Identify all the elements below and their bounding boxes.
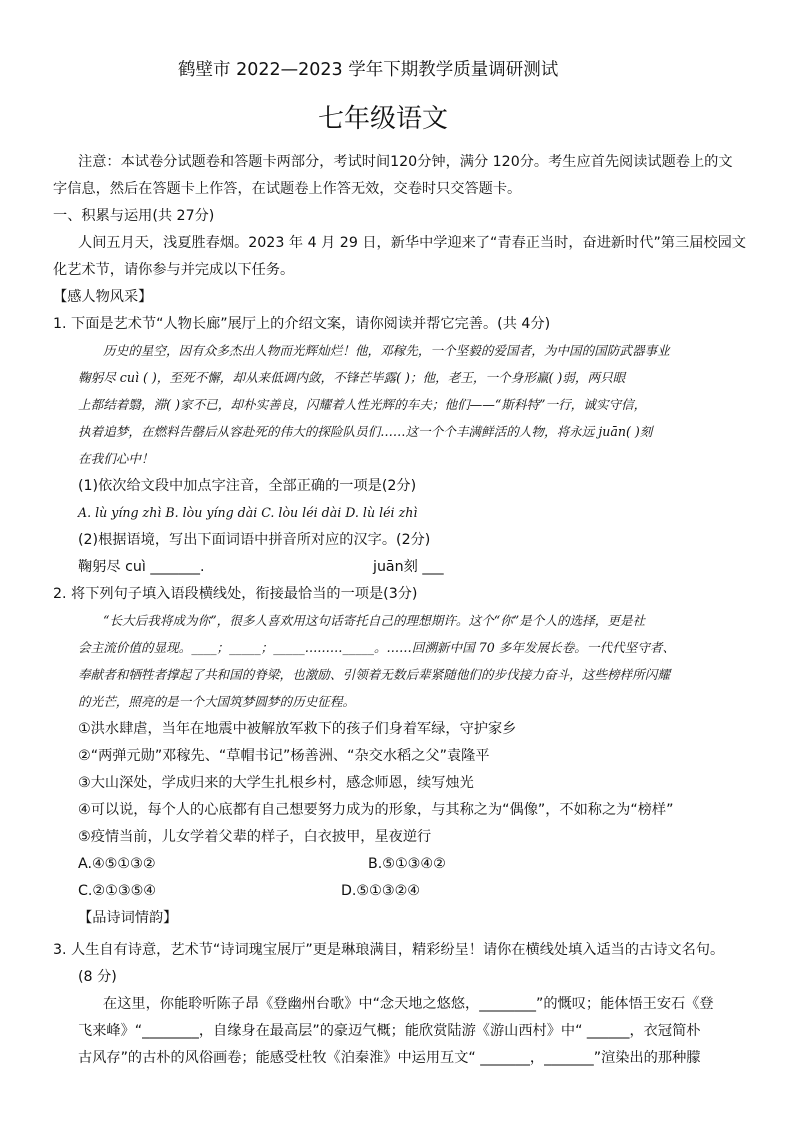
q3-text-line: 古风存”的古朴的风俗画卷；能感受杜牧《泊秦淮》中运用互文“ _______，_______”渲染出的那种朦 <box>78 1050 701 1066</box>
exam-subject-title: 七年级语文 <box>318 104 449 134</box>
question-2-prompt: 2. 将下列句子填入语段横线处，衔接最恰当的一项是(3分) <box>53 586 418 602</box>
question-3-prompt: 3. 人生自有诗意，艺术节“诗词瑰宝展厅”更是琳琅满目，精彩纷呈！请你在横线处填入适当的古诗文名句。 <box>53 942 725 958</box>
notice-line-2: 字信息，然后在答题卡上作答，在试题卷上作答无效，交卷时只交答题卡。 <box>53 181 522 197</box>
part-heading: 【感人物风采】 <box>53 289 153 305</box>
q2-passage-line: 的光芒，照亮的是一个大国筑梦圆梦的历史征程。 <box>78 694 356 709</box>
q1-passage-line: 鞠躬尽 cuì ( )，至死不懈，却从来低调内敛，不锋芒毕露( )；他，老王，一个身形羸( )弱，两只眼 <box>78 370 626 385</box>
q2-option-c: C.②①③⑤④ <box>78 883 157 899</box>
q2-sentence: ③大山深处，学成归来的大学生扎根乡村，感念师恩，续写烛光 <box>78 775 474 791</box>
q2-option-d: D.⑤①③②④ <box>341 883 421 899</box>
q1-sub1-options: A. lù yíng zhì B. lòu yíng dài C. lòu léi dài D. lù léi zhì <box>78 505 418 520</box>
q3-text-line: 飞来峰》“________，自缘身在最高层”的豪迈气概；能欣赏陆游《游山西村》中“ ______，衣冠简朴 <box>78 1023 701 1039</box>
exam-header: 鹤壁市 2022—2023 学年下期教学质量调研测试 <box>178 60 559 80</box>
q3-text-line: 在这里，你能聆听陈子昂《登幽州台歌》中“念天地之悠悠，________”的慨叹；能体悟王安石《登 <box>103 996 714 1012</box>
question-1-prompt: 1. 下面是艺术节“人物长廊”展厅上的介绍文案，请你阅读并帮它完善。(共 4分) <box>53 316 551 332</box>
intro-line-1: 人间五月天，浅夏胜春烟。2023 年 4 月 29 日，新华中学迎来了“青春正当时，奋进新时代”第三届校园文 <box>78 235 746 251</box>
q1-sub2-blank-2: juān刻 ___ <box>373 559 444 575</box>
intro-line-2: 化艺术节，请你参与并完成以下任务。 <box>53 262 295 278</box>
q2-sentence: ④可以说，每个人的心底都有自己想要努力成为的形象，与其称之为“偶像”，不如称之为“榜样” <box>78 802 674 818</box>
q2-passage-line: “长大后我将成为你”，很多人喜欢用这句话寄托自己的理想期许。这个“你”是个人的选择，更是社 <box>103 613 646 628</box>
q1-sub2-blank-1: 鞠躬尽 cuì _______. <box>78 559 205 575</box>
question-3-score: (8 分) <box>78 969 117 985</box>
q1-passage-line: 历史的星空，因有众多杰出人物而光辉灿烂！他，邓稼先，一个坚毅的爱国者，为中国的国防武器事业 <box>103 343 670 358</box>
q1-passage-line: 执着追梦，在燃料告罄后从容赴死的伟大的探险队员们……这一个个丰满鲜活的人物，将永远 juān( )刻 <box>78 424 653 439</box>
part-heading: 【品诗词情韵】 <box>78 910 178 926</box>
notice-line-1: 注意：本试卷分试题卷和答题卡两部分，考试时间120分钟，满分 120分。考生应首先阅读试题卷上的文 <box>78 154 733 170</box>
q1-passage-line: 上都结着翳，滞( )家不已，却朴实善良，闪耀着人性光辉的车夫；他们——“斯科特”一行，诚实守信， <box>78 397 647 412</box>
q1-sub1-prompt: (1)依次给文段中加点字注音，全部正确的一项是(2分) <box>78 478 417 494</box>
q2-sentence: ⑤疫情当前，儿女学着父辈的样子，白衣披甲，星夜逆行 <box>78 829 432 845</box>
q2-sentence: ②“两弹元勋”邓稼先、“草帽书记”杨善洲、“杂交水稻之父”袁隆平 <box>78 748 490 764</box>
q2-option-b: B.⑤①③④② <box>368 856 446 872</box>
q2-passage-line: 会主流价值的显现。____；_____；_____………_____。……回溯新中国 70 多年发展长卷。一代代坚守者、 <box>78 640 676 655</box>
section-heading: 一、积累与运用(共 27分) <box>53 208 215 224</box>
q1-sub2-prompt: (2)根据语境，写出下面词语中拼音所对应的汉字。(2分) <box>78 532 431 548</box>
q1-passage-line: 在我们心中！ <box>78 451 154 466</box>
q2-passage-line: 奉献者和牺牲者撑起了共和国的脊梁，也激励、引领着无数后辈紧随他们的步伐接力奋斗，这些榜样所闪耀 <box>78 667 670 682</box>
q2-sentence: ①洪水肆虐，当年在地震中被解放军救下的孩子们身着军绿，守护家乡 <box>78 721 517 737</box>
q2-option-a: A.④⑤①③② <box>78 856 156 872</box>
